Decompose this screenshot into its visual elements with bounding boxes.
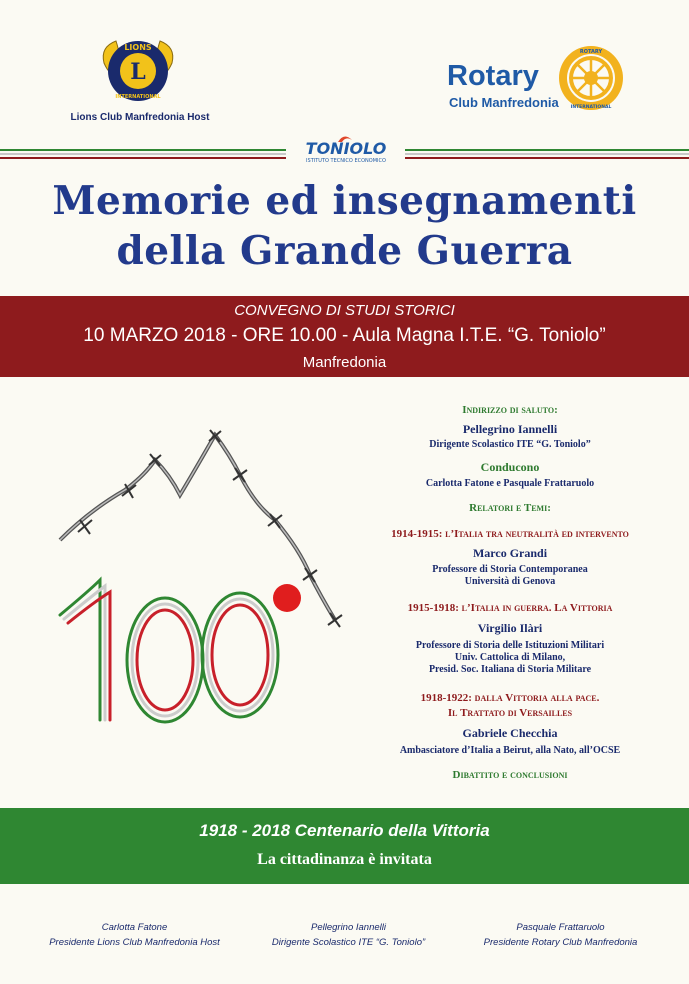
signature-school: [234, 920, 463, 950]
closing-note: Dibattito e conclusioni: [452, 769, 568, 781]
signature-name: Pellegrino Iannelli: [311, 922, 386, 933]
lions-logo: [96, 33, 180, 111]
centenary-title: 1918 - 2018 Centenario della Vittoria: [199, 821, 490, 840]
rotary-club-name: Club Manfredonia: [449, 95, 559, 110]
talk-2-role-1: Professore di Storia delle Istituzioni Militari: [415, 640, 605, 651]
talk-2-role-2: Univ. Cattolica di Milano,: [454, 652, 566, 663]
event-date-venue: 10 MARZO 2018 - ORE 10.00 - Aula Magna I.T.E. “G. Toniolo”: [83, 325, 606, 346]
signature-role: Presidente Lions Club Manfredonia Host: [49, 937, 220, 948]
lions-club-name: Lions Club Manfredonia Host: [70, 112, 210, 123]
svg-text:ROTARY: ROTARY: [579, 49, 603, 55]
welcome-role: Dirigente Scolastico ITE “G. Toniolo”: [429, 439, 591, 450]
talk-2-title: 1915-1918: l’Italia in guerra. La Vittoria: [407, 602, 613, 614]
talk-1-role-1: Professore di Storia Contemporanea: [432, 564, 588, 575]
svg-text:TONIOLO: TONIOLO: [305, 139, 387, 158]
event-city: Manfredonia: [302, 354, 387, 371]
signature-lions: [20, 920, 249, 950]
signature-name: Carlotta Fatone: [101, 922, 168, 933]
talk-3-speaker: Gabriele Checchia: [462, 726, 558, 740]
invitation-text: La cittadinanza è invitata: [257, 851, 432, 868]
page-title-line-1: Memorie ed insegnamenti: [52, 178, 637, 224]
svg-text:INTERNATIONAL: INTERNATIONAL: [570, 105, 612, 110]
hosts-names: Carlotta Fatone e Pasquale Frattaruolo: [425, 478, 595, 489]
talk-1-title: 1914-1915: l’Italia tra neutralità ed intervento: [391, 528, 629, 540]
hosts-heading: Conducono: [480, 460, 540, 474]
svg-text:ISTITUTO TECNICO ECONOMICO: ISTITUTO TECNICO ECONOMICO: [306, 158, 386, 164]
talk-3-role: Ambasciatore d’Italia a Beirut, alla Nato, all’OCSE: [399, 745, 621, 756]
talk-2-role-3: Presid. Soc. Italiana di Storia Militare: [428, 664, 592, 675]
signature-rotary: [446, 920, 675, 950]
rotary-wheel-logo: [557, 44, 625, 112]
signature-name: Pasquale Frattaruolo: [516, 922, 605, 933]
signature-role: Presidente Rotary Club Manfredonia: [483, 937, 638, 948]
talk-3-title-2: Il Trattato di Versailles: [447, 707, 573, 719]
speakers-heading: Relatori e Temi:: [469, 502, 551, 514]
signature-role: Dirigente Scolastico ITE “G. Toniolo”: [271, 937, 426, 948]
svg-text:INTERNATIONAL: INTERNATIONAL: [115, 94, 161, 100]
talk-3-title-1: 1918-1922: dalla Vittoria alla pace.: [420, 692, 600, 704]
welcome-name: Pellegrino Iannelli: [462, 422, 558, 436]
centenary-band: [0, 808, 689, 884]
talk-1-role-2: Università di Genova: [464, 576, 556, 587]
talk-2-speaker: Virgilio Ilàri: [477, 621, 543, 635]
svg-text:LIONS: LIONS: [124, 43, 152, 52]
toniolo-logo: [286, 132, 406, 164]
event-subtitle: CONVEGNO DI STUDI STORICI: [234, 302, 455, 319]
svg-text:L: L: [130, 59, 146, 85]
centenary-100-artwork: [30, 420, 360, 740]
page-title-line-2: della Grande Guerra: [116, 228, 573, 274]
talk-1-speaker: Marco Grandi: [472, 546, 548, 560]
welcome-heading: Indirizzo di saluto:: [462, 404, 558, 416]
rotary-wordmark: Rotary: [447, 60, 539, 92]
